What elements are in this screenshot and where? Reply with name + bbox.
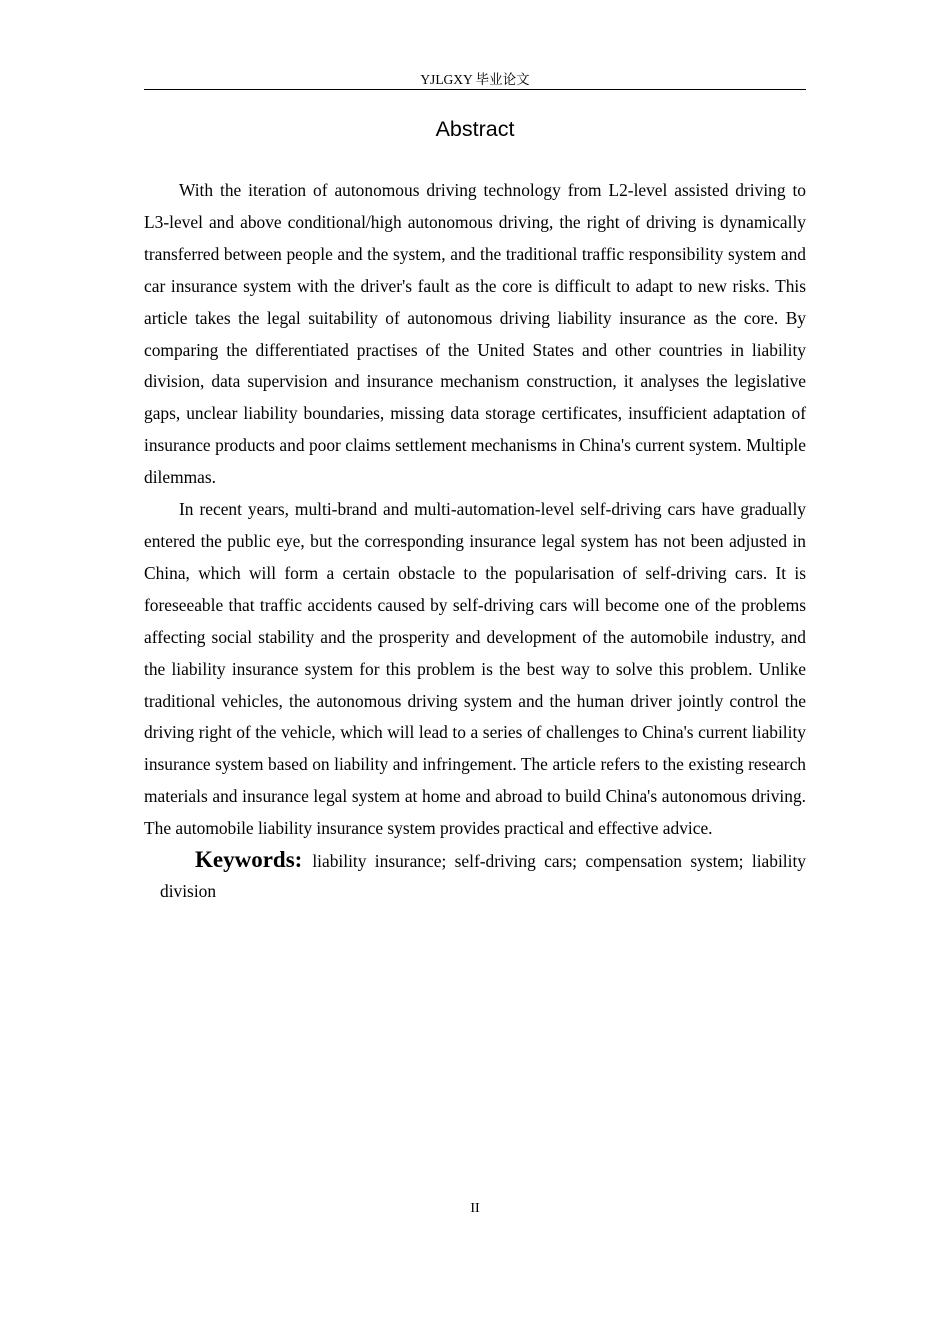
keywords-label: Keywords:	[195, 847, 303, 873]
abstract-body	[144, 175, 806, 906]
abstract-paragraph-1: With the iteration of autonomous driving technology from L2-level assisted driving to L3-level and above conditional/high autonomous driving, the right of driving is dynamically transferred between people and the system, and the traditional traffic responsibility system and car insurance system with the driver's fault as the core is difficult to adapt to new risks. This article takes the legal suitability of autonomous driving liability insurance as the core. By comparing the differentiated practises of the United States and other countries in liability division, data supervision and insurance mechanism construction, it analyses the legislative gaps, unclear liability boundaries, missing data storage certificates, insufficient adaptation of insurance products and poor claims settlement mechanisms in China's current system. Multiple dilemmas.	[144, 180, 806, 488]
abstract-title: Abstract	[435, 117, 515, 141]
abstract-paragraph-2: In recent years, multi-brand and multi-automation-level self-driving cars have gradually entered the public eye, but the corresponding insurance legal system has not been adjusted in China, which will form a certain obstacle to the popularisation of self-driving cars. It is foreseeable that traffic accidents caused by self-driving cars will become one of the problems affecting social stability and the prosperity and development of the automobile industry, and the liability insurance system for this problem is the best way to solve this problem. Unlike traditional vehicles, the autonomous driving system and the human driver jointly control the driving right of the vehicle, which will lead to a series of challenges to China's current liability insurance system based on liability and infringement. The article refers to the existing research materials and insurance legal system at home and abroad to build China's autonomous driving. The automobile liability insurance system provides practical and effective advice.	[144, 499, 806, 839]
page-header: YJLGXY 毕业论文	[144, 71, 806, 90]
page-number: II	[470, 1201, 480, 1216]
keywords-text: liability insurance; self-driving cars; compensation system; liability division	[160, 851, 806, 902]
keywords-line	[144, 845, 806, 906]
